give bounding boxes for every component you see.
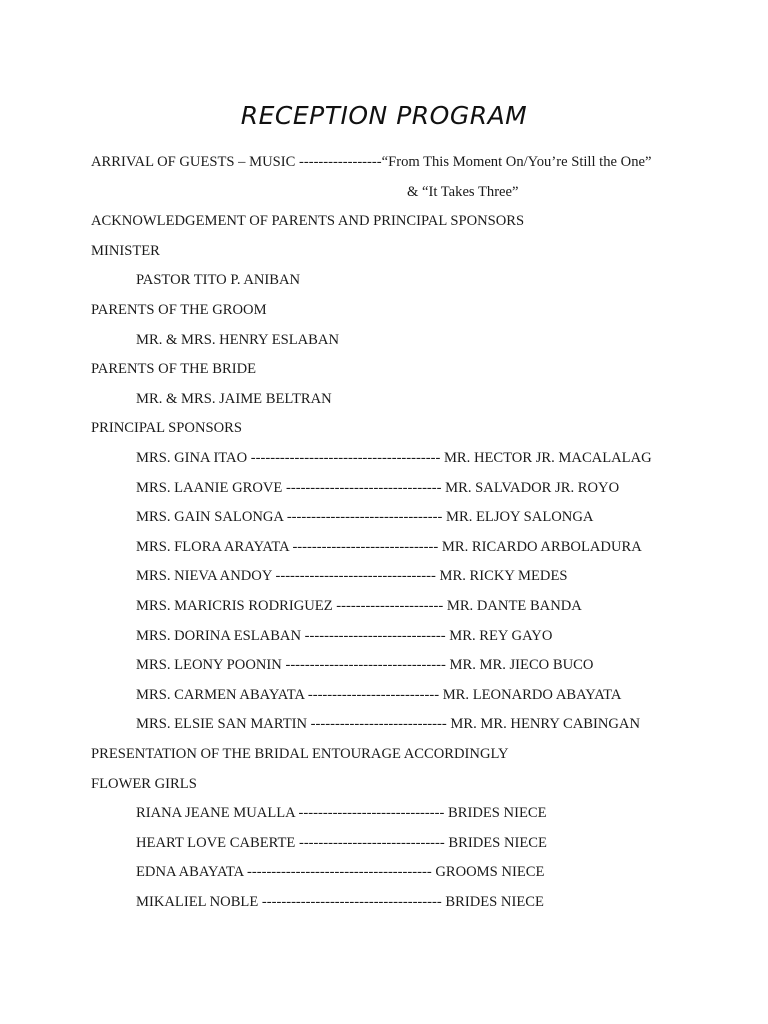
program-entry: MRS. LEONY POONIN --------------------------------- MR. MR. JIECO BUCO bbox=[136, 657, 594, 674]
program-entry: MRS. DORINA ESLABAN ----------------------------- MR. REY GAYO bbox=[136, 627, 553, 644]
program-heading: ARRIVAL OF GUESTS – MUSIC -----------------“From This Moment On/You’re Still the One” bbox=[91, 154, 652, 170]
program-entry: MRS. GINA ITAO --------------------------------------- MR. HECTOR JR. MACALALAG bbox=[136, 450, 652, 466]
program-entry: PASTOR TITO P. ANIBAN bbox=[136, 272, 301, 289]
program-entry: MRS. FLORA ARAYATA ------------------------------ MR. RICARDO ARBOLADURA bbox=[136, 538, 642, 555]
program-heading: PARENTS OF THE GROOM bbox=[91, 302, 267, 318]
program-entry: MRS. CARMEN ABAYATA --------------------------- MR. LEONARDO ABAYATA bbox=[136, 686, 622, 703]
program-entry: MRS. NIEVA ANDOY --------------------------------- MR. RICKY MEDES bbox=[136, 568, 568, 585]
program-entry: & “It Takes Three” bbox=[407, 183, 519, 200]
program-heading: MINISTER bbox=[91, 242, 160, 259]
program-entry: MR. & MRS. JAIME BELTRAN bbox=[136, 390, 332, 407]
program-entry: MRS. ELSIE SAN MARTIN ---------------------------- MR. MR. HENRY CABINGAN bbox=[136, 716, 640, 733]
program-heading: PRESENTATION OF THE BRIDAL ENTOURAGE ACCORDINGLY bbox=[91, 746, 509, 762]
program-heading: FLOWER GIRLS bbox=[91, 775, 197, 792]
program-entry: MRS. MARICRIS RODRIGUEZ ---------------------- MR. DANTE BANDA bbox=[136, 598, 582, 614]
program-entry: RIANA JEANE MUALLA ------------------------------ BRIDES NIECE bbox=[136, 805, 547, 822]
program-entry: HEART LOVE CABERTE ------------------------------ BRIDES NIECE bbox=[136, 834, 547, 851]
page-title: RECEPTION PROGRAM bbox=[240, 101, 528, 130]
program-heading: PARENTS OF THE BRIDE bbox=[91, 361, 257, 378]
program-entry: EDNA ABAYATA -------------------------------------- GROOMS NIECE bbox=[136, 864, 545, 881]
program-entry: MIKALIEL NOBLE ------------------------------------- BRIDES NIECE bbox=[136, 894, 544, 910]
program-entry: MRS. LAANIE GROVE -------------------------------- MR. SALVADOR JR. ROYO bbox=[136, 479, 620, 496]
program-heading: PRINCIPAL SPONSORS bbox=[91, 420, 242, 437]
program-entry: MR. & MRS. HENRY ESLABAN bbox=[136, 331, 339, 348]
program-entry: MRS. GAIN SALONGA -------------------------------- MR. ELJOY SALONGA bbox=[136, 509, 594, 526]
program-heading: ACKNOWLEDGEMENT OF PARENTS AND PRINCIPAL SPONSORS bbox=[91, 213, 525, 230]
